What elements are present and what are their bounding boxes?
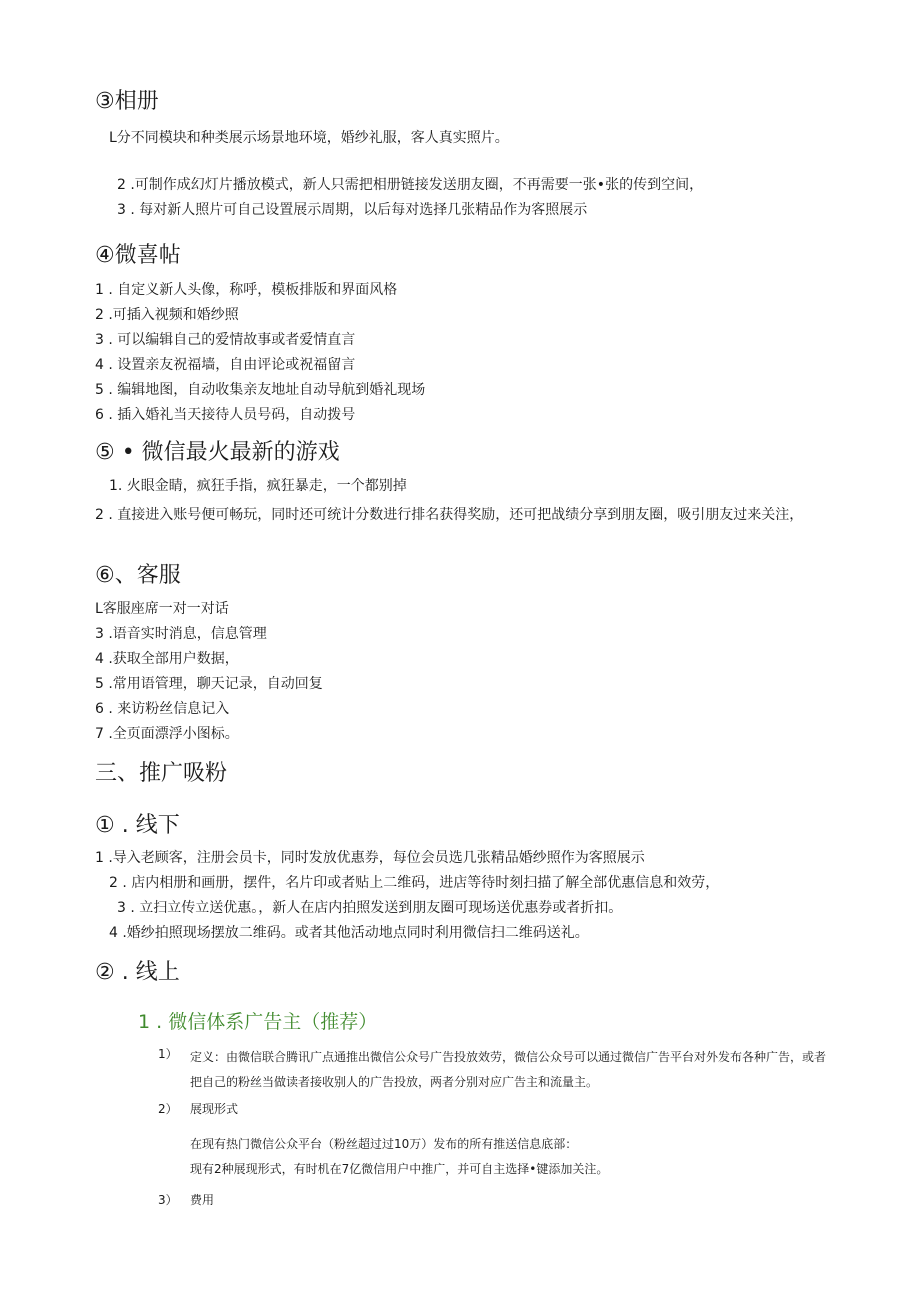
offline-line-3: 3 . 立扫立传立送优惠。，新人在店内拍照发送到朋友圈可现场送优惠券或者折扣。 bbox=[117, 900, 623, 916]
online-item-2-text: 展现形式 bbox=[190, 1102, 239, 1116]
section-heading-games: ⑤ • 微信最火最新的游戏 bbox=[95, 440, 340, 465]
album-line-2: 2 .可制作成幻灯片播放模式，新人只需把相册链接发送朋友圈，不再需要一张•张的传到空间， bbox=[117, 177, 704, 193]
service-line-1: L客服座席一对一对话 bbox=[95, 601, 229, 617]
album-line-3: 3 . 每对新人照片可自己设置展示周期，以后每对选择几张精品作为客照展示 bbox=[117, 202, 588, 218]
section-heading-service: ⑥、客服 bbox=[95, 563, 181, 588]
section-heading-online: ② . 线上 bbox=[95, 960, 180, 985]
display-line-2: 现有2种展现形式，有时机在7亿微信用户中推广，并可自主选择•键添加关注。 bbox=[190, 1162, 609, 1176]
offline-line-2: 2 . 店内相册和画册，摆件，名片印或者贴上二维码，进店等待时刻扫描了解全部优惠信息和效劳， bbox=[109, 875, 720, 891]
games-line-2: 2 . 直接进入账号便可畅玩，同时还可统计分数进行排名获得奖励，还可把战绩分享到朋友圈，吸引朋友过来关注， bbox=[95, 507, 804, 523]
online-item-3-text: 费用 bbox=[190, 1193, 215, 1207]
invitation-line-3: 3 . 可以编辑自己的爱情故事或者爱情直言 bbox=[95, 332, 356, 348]
section-heading-offline: ① . 线下 bbox=[95, 813, 180, 838]
service-line-2: 3 .语音实时消息，信息管理 bbox=[95, 626, 267, 642]
offline-line-4: 4 .婚纱拍照现场摆放二维码。或者其他活动地点同时利用微信扫二维码送礼。 bbox=[109, 925, 589, 941]
service-line-5: 6 . 来访粉丝信息记入 bbox=[95, 701, 230, 717]
invitation-line-5: 5 . 编辑地图，自动收集亲友地址自动导航到婚礼现场 bbox=[95, 382, 426, 398]
invitation-line-6: 6 . 插入婚礼当天接待人员号码，自动拨号 bbox=[95, 407, 356, 423]
invitation-line-1: 1 . 自定义新人头像，称呼，模板排版和界面风格 bbox=[95, 282, 398, 298]
games-line-1: 1. 火眼金睛，疯狂手指，疯狂暴走，一个都别掉 bbox=[109, 478, 407, 494]
display-line-1: 在现有热门微信公众平台（粉丝超过过10万）发布的所有推送信息底部： bbox=[190, 1137, 578, 1151]
section-heading-invitation: ④微喜帖 bbox=[95, 243, 181, 268]
online-subheading: 1 . 微信体系广告主（推荐） bbox=[138, 1011, 378, 1033]
service-line-4: 5 .常用语管理，聊天记录，自动回复 bbox=[95, 676, 323, 692]
online-item-1-text: 定义：由微信联合腾讯广点通推出微信公众号广告投放效劳，微信公众号可以通过微信广告平台对外发布各种广告，或者把自己的粉丝当做读者接收别人的广告投放，两者分别对应广告主和流量主。 bbox=[190, 1050, 827, 1089]
online-item-2-number: 2） bbox=[158, 1102, 178, 1116]
offline-line-1: 1 .导入老顾客，注册会员卡，同时发放优惠券，每位会员选几张精品婚纱照作为客照展示 bbox=[95, 850, 645, 866]
invitation-line-4: 4 . 设置亲友祝福墙，自由评论或祝福留言 bbox=[95, 357, 356, 373]
service-line-3: 4 .获取全部用户数据， bbox=[95, 651, 239, 667]
online-item-1-number: 1） bbox=[158, 1047, 178, 1061]
online-item-3-number: 3） bbox=[158, 1193, 178, 1207]
invitation-line-2: 2 .可插入视频和婚纱照 bbox=[95, 307, 239, 323]
service-line-6: 7 .全页面漂浮小图标。 bbox=[95, 726, 239, 742]
section-heading-promotion: 三、推广吸粉 bbox=[95, 761, 228, 786]
album-line-1: L分不同模块和种类展示场景地环境，婚纱礼服，客人真实照片。 bbox=[109, 130, 509, 146]
section-heading-album: ③相册 bbox=[95, 89, 159, 114]
